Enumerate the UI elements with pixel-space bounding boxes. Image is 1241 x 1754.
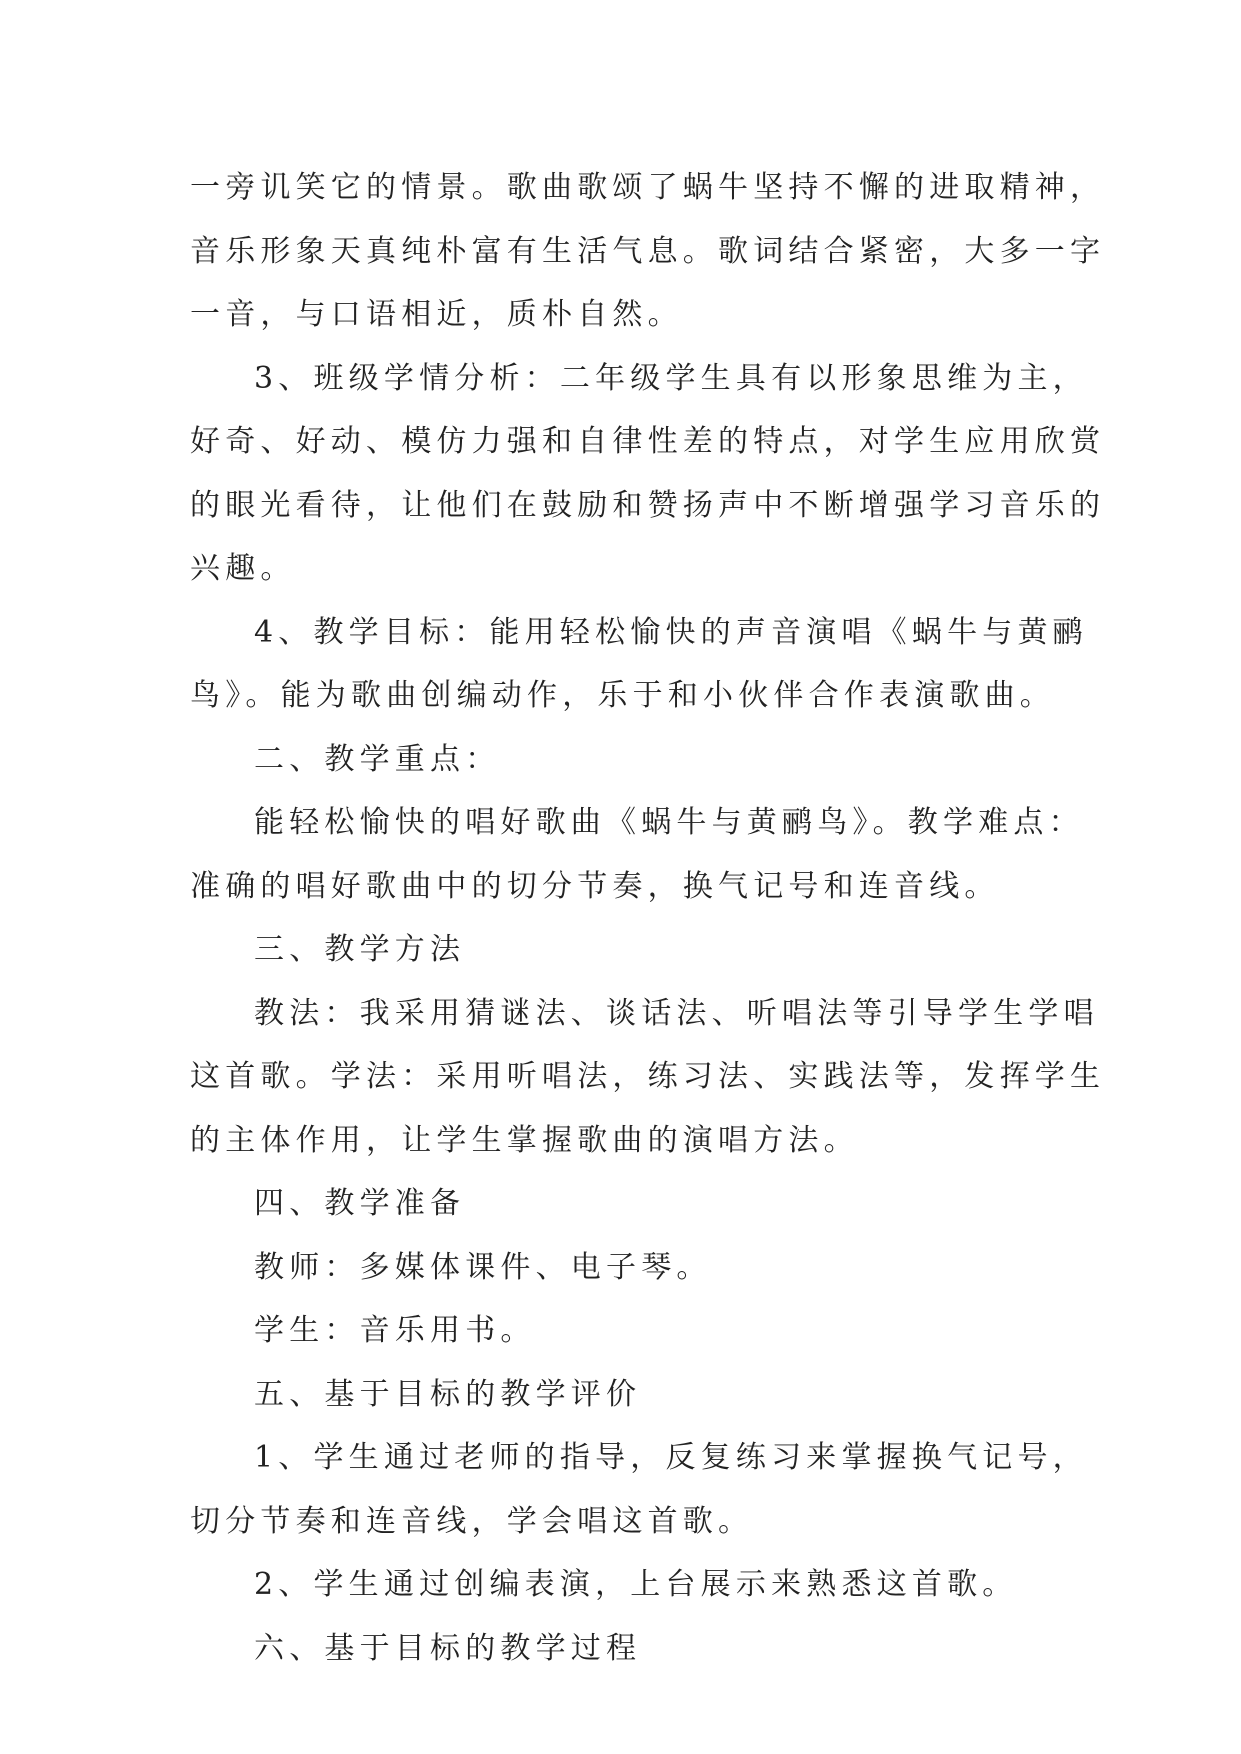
text-line: 3、班级学情分析：二年级学生具有以形象思维为主，: [254, 360, 1088, 396]
text-line: 切分节奏和连音线，学会唱这首歌。: [190, 1503, 754, 1539]
text-line: 准确的唱好歌曲中的切分节奏，换气记号和连音线。: [190, 868, 1000, 904]
section-heading: 三、教学方法: [254, 932, 466, 967]
text-line: 鸟》。能为歌曲创编动作，乐于和小伙伴合作表演歌曲。: [190, 678, 1055, 713]
text-line: 教师：多媒体课件、电子琴。: [254, 1249, 712, 1285]
text-line: 音乐形象天真纯朴富有生活气息。歌词结合紧密，大多一字: [190, 233, 1106, 269]
text-line: 1、学生通过老师的指导，反复练习来掌握换气记号，: [254, 1440, 1088, 1475]
text-line: 学生：音乐用书。: [254, 1313, 536, 1348]
section-heading: 二、教学重点：: [254, 741, 501, 777]
text-line: 的主体作用，让学生掌握歌曲的演唱方法。: [190, 1122, 859, 1158]
text-line: 2、学生通过创编表演，上台展示来熟悉这首歌。: [254, 1567, 1018, 1602]
text-line: 这首歌。学法：采用听唱法，练习法、实践法等，发挥学生: [190, 1059, 1106, 1094]
section-heading: 四、教学准备: [254, 1186, 466, 1221]
text-line: 一旁讥笑它的情景。歌曲歌颂了蜗牛坚持不懈的进取精神，: [190, 170, 1106, 205]
text-line: 教法：我采用猜谜法、谈话法、听唱法等引导学生学唱: [254, 995, 1099, 1031]
document-body: [190, 156, 1106, 1680]
text-line: 能轻松愉快的唱好歌曲《蜗牛与黄鹂鸟》。教学难点：: [254, 805, 1084, 840]
text-line: 的眼光看待，让他们在鼓励和赞扬声中不断增强学习音乐的: [190, 487, 1106, 523]
section-heading: 五、基于目标的教学评价: [254, 1376, 642, 1412]
text-line: 兴趣。: [190, 551, 296, 586]
text-line: 好奇、好动、模仿力强和自律性差的特点，对学生应用欣赏: [190, 424, 1106, 459]
text-line: 一音，与口语相近，质朴自然。: [190, 297, 683, 332]
text-line: 4、教学目标：能用轻松愉快的声音演唱《蜗牛与黄鹂: [254, 614, 1088, 650]
section-heading: 六、基于目标的教学过程: [254, 1630, 642, 1666]
